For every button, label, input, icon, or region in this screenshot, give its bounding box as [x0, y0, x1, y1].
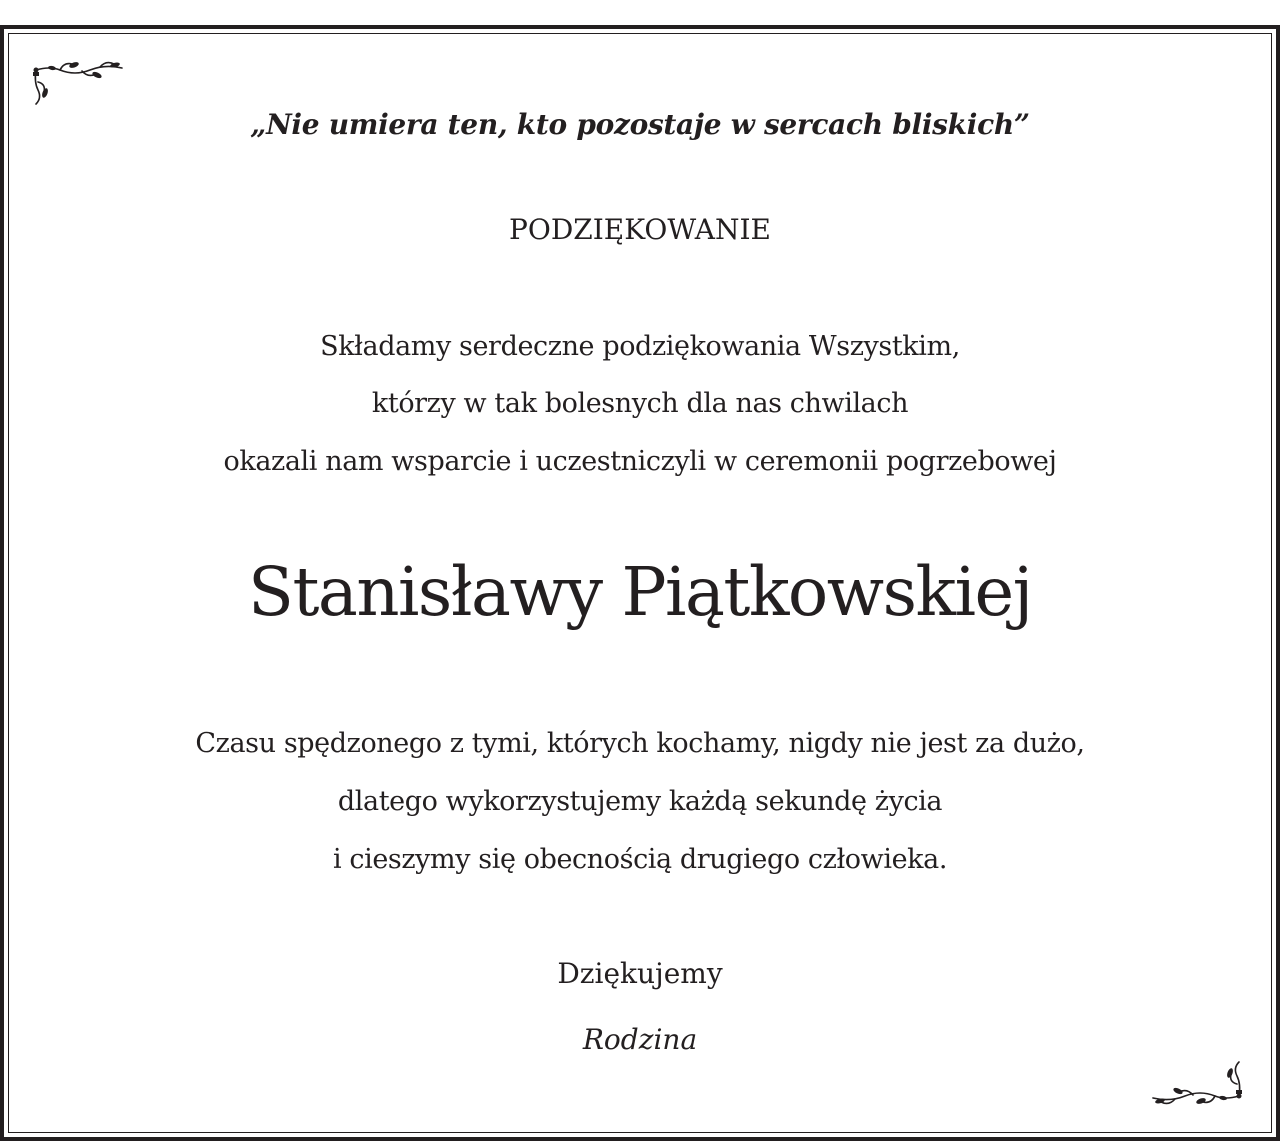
closing-thanks: Dziękujemy [557, 957, 723, 990]
signature: Rodzina [582, 1023, 698, 1056]
thanks-paragraph-line: którzy w tak bolesnych dla nas chwilach [371, 388, 909, 419]
thanks-paragraph-line: Składamy serdeczne podziękowania Wszystkim, [320, 331, 960, 362]
reflection-paragraph-line: dlatego wykorzystujemy każdą sekundę życia [337, 786, 943, 817]
floral-corner-ornament-icon [30, 56, 125, 106]
thanks-paragraph-line: okazali nam wsparcie i uczestniczyli w ceremonii pogrzebowej [223, 446, 1057, 477]
deceased-name: Stanisławy Piątkowskiej [248, 553, 1032, 631]
reflection-paragraph-line: Czasu spędzonego z tymi, których kochamy, nigdy nie jest za dużo, [195, 728, 1085, 759]
floral-corner-ornament-icon [1150, 1060, 1245, 1110]
motto-quote: „Nie umiera ten, kto pozostaje w sercach bliskich” [250, 108, 1030, 141]
notice-heading: PODZIĘKOWANIE [509, 213, 771, 246]
reflection-paragraph-line: i cieszymy się obecnością drugiego człowieka. [332, 844, 948, 875]
